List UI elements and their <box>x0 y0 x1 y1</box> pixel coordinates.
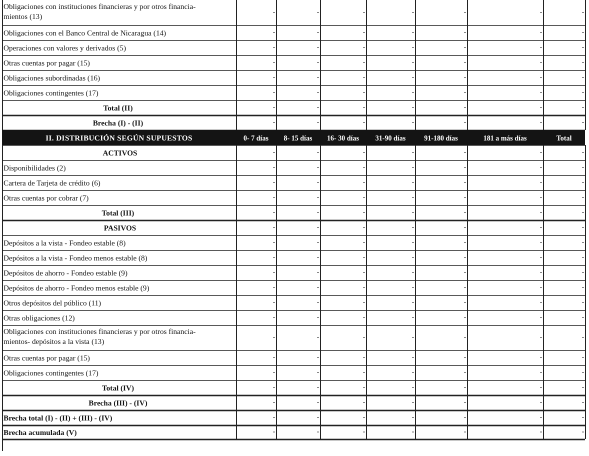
table-row <box>4 354 91 363</box>
column-header: 91-180 días <box>424 134 458 143</box>
row-label: Obligaciones con instituciones financieras y por otros financia- <box>3 2 196 11</box>
row-label: Cartera de Tarjeta de crédito (6) <box>3 178 101 188</box>
section-header-title: II. DISTRIBUCIÓN SEGÚN SUPUESTOS <box>45 133 193 143</box>
table-row <box>4 428 78 437</box>
row-label: Depósitos a la vista - Fondeo estable (8) <box>3 238 126 248</box>
row-label: Depósitos de ahorro - Fondeo menos estable (9) <box>3 283 150 293</box>
row-label: Obligaciones contingentes (17) <box>3 88 99 98</box>
table-row <box>103 149 137 158</box>
row-label: Otras obligaciones (12) <box>3 313 75 323</box>
row-label: Otras cuentas por pagar (15) <box>3 353 90 363</box>
row-label: Otros depósitos del público (11) <box>3 298 102 308</box>
row-label: Otras cuentas por cobrar (7) <box>3 193 89 203</box>
row-label: Obligaciones contingentes (17) <box>3 368 99 378</box>
column-header: 181 a más días <box>483 134 527 143</box>
column-header: 31-90 días <box>375 134 406 143</box>
row-label: Obligaciones con el Banco Central de Nicaragua (14) <box>3 28 167 38</box>
table-row <box>4 414 113 423</box>
row-label: Depósitos de ahorro - Fondeo estable (9) <box>3 268 128 278</box>
row-label: Total (II) <box>103 103 133 113</box>
column-header: Total <box>556 134 572 143</box>
column-header: 0- 7 días <box>243 134 269 143</box>
row-label: Brecha (III) - (IV) <box>88 398 148 408</box>
row-label: Depósitos a la vista - Fondeo menos estable (8) <box>3 253 148 263</box>
table-row <box>4 2 197 21</box>
table-row <box>4 164 67 173</box>
row-label: Total (III) <box>101 208 135 218</box>
row-label: Brecha (I) - (II) <box>92 118 144 128</box>
table-row <box>102 209 135 218</box>
table-row <box>4 29 167 38</box>
table-row <box>4 299 102 308</box>
row-label: Brecha acumulada (V) <box>3 428 77 437</box>
row-label: Disponibilidades (2) <box>3 163 66 173</box>
table-row <box>4 239 127 248</box>
row-label: Otras cuentas por pagar (15) <box>3 58 90 68</box>
table-row <box>4 269 128 278</box>
table-row <box>2 130 585 145</box>
table-row <box>4 254 148 263</box>
table-row <box>4 194 90 203</box>
row-labels <box>2 2 585 437</box>
row-label: Obligaciones con instituciones financieras y por otros financia- <box>3 327 196 336</box>
table-row <box>4 284 150 293</box>
table-row <box>103 104 133 113</box>
row-label: Obligaciones subordinadas (16) <box>3 73 101 83</box>
row-label: Operaciones con valores y derivados (5) <box>3 43 127 53</box>
table-row <box>4 74 101 83</box>
table-row <box>4 44 127 53</box>
table-row <box>4 179 101 188</box>
row-label: ACTIVOS <box>102 148 138 158</box>
column-header: 16- 30 días <box>327 134 359 143</box>
table-row <box>89 399 148 408</box>
row-label: PASIVOS <box>103 223 137 233</box>
row-label: Total (IV) <box>102 383 134 393</box>
table-row <box>4 89 99 98</box>
row-label: Brecha total (I) - (II) + (III) - (IV) <box>3 413 113 423</box>
table-row <box>104 224 136 233</box>
table-row <box>102 384 134 393</box>
table-row <box>4 314 76 323</box>
row-label: mientos (13) <box>3 12 43 21</box>
column-header: 8- 15 días <box>283 134 313 143</box>
table-row <box>4 59 91 68</box>
table-row <box>93 119 144 128</box>
table-row <box>4 327 197 346</box>
table-row <box>4 369 99 378</box>
row-label: mientos- depósitos a la vista (13) <box>3 337 105 346</box>
grid-lines <box>2 0 586 451</box>
